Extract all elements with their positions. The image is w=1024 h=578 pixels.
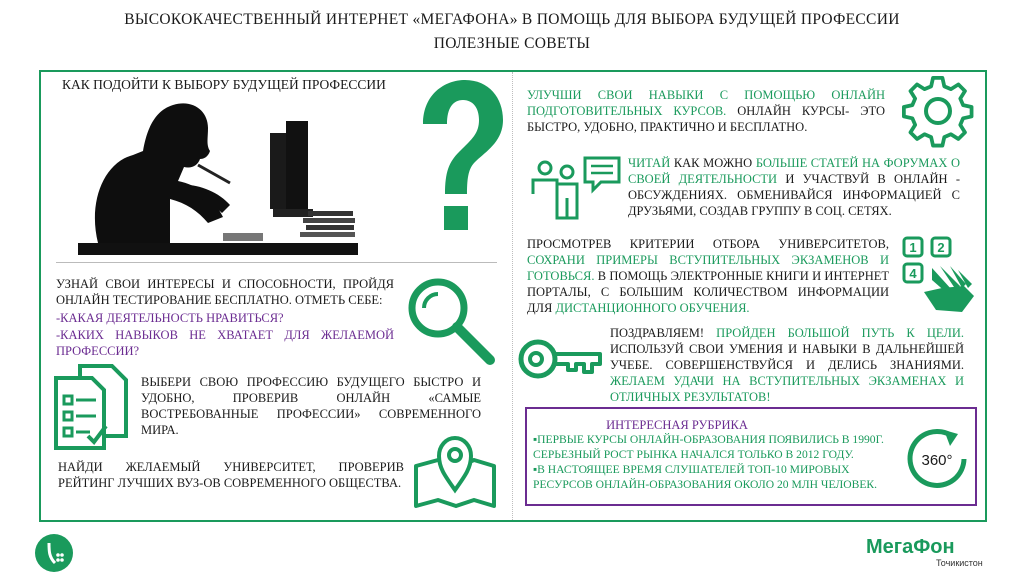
congrats-text — [610, 325, 964, 405]
read-body-2: И УЧАСТВУЙ В ОНЛАЙН - ОБСУЖДЕНИЯХ. ОБМЕНИВАЙСЯ ИНФОРМАЦИЕЙ С ДРУЗЬЯМИ, СОЗДАВ ГРУППУ В СОЦ. СЕТЯХ. — [628, 172, 960, 218]
column-divider — [512, 72, 513, 520]
tile-number-1: 1 — [909, 240, 917, 255]
congrats-body-1: ПОЗДРАВЛЯЕМ! — [610, 326, 717, 340]
interests-text: УЗНАЙ СВОИ ИНТЕРЕСЫ И СПОСОБНОСТИ, ПРОЙДЯ ОНЛАЙН ТЕСТИРОВАНИЕ БЕСПЛАТНО. ОТМЕТЬ СЕБЕ: — [56, 277, 394, 307]
tile-number-4: 4 — [909, 266, 917, 281]
criteria-text — [527, 236, 889, 316]
page-title: ВЫСОКОКАЧЕСТВЕННЫЙ ИНТЕРНЕТ «МЕГАФОНА» В ПОМОЩЬ ДЛЯ ВЫБОРА БУДУЩЕЙ ПРОФЕССИИ — [124, 11, 900, 28]
criteria-body-1: ПРОСМОТРЕВ КРИТЕРИИ ОТБОРА УНИВЕРСИТЕТОВ, — [527, 237, 889, 251]
documents-checklist-icon — [50, 362, 130, 452]
rubric-title: ИНТЕРЕСНАЯ РУБРИКА — [606, 418, 748, 432]
rotate-360-icon — [904, 426, 970, 492]
rubric-item-1-text: ПЕРВЫЕ КУРСЫ ОНЛАЙН-ОБРАЗОВАНИЯ ПОЯВИЛИСЬ В 1990Г. СЕРЬЕЗНЫЙ РОСТ РЫНКА НАЧАЛСЯ ТОЛЬКО В 2012 ГОДУ. — [533, 433, 884, 461]
read-body-1: КАК МОЖНО — [670, 156, 756, 170]
rotate-360-label: 360° — [921, 452, 953, 469]
congrats-body-2: ИСПОЛЬЗУЙ СВОИ УМЕНИЯ И НАВЫКИ В ДАЛЬНЕЙШЕЙ УЧЕБЕ. СОВЕРШЕНСТВУЙСЯ И ДЕЛИСЬ ЗНАНИЯМИ. — [610, 342, 964, 372]
map-pin-icon — [412, 432, 498, 510]
read-highlight-1: ЧИТАЙ — [628, 156, 671, 170]
discussion-icon — [531, 154, 621, 224]
read-text — [628, 155, 960, 219]
criteria-body-2: В ПОМОЩЬ ЭЛЕКТРОННЫЕ КНИГИ И ИНТЕРНЕТ ПОРТАЛЫ, С БОЛЬШИМ КОЛИЧЕСТВОМ ИНФОРМАЦИИ ДЛЯ — [527, 269, 889, 315]
read-highlight-2: БОЛЬШЕ СТАТЕЙ НА ФОРУМАХ О СВОЕЙ ДЕЯТЕЛЬНОСТИ — [628, 156, 960, 186]
megafon-logo-icon — [34, 533, 74, 573]
gear-icon — [902, 76, 974, 148]
brand-name: МегаФон — [866, 536, 955, 558]
skills-text — [527, 87, 885, 135]
congrats-highlight-1: ПРОЙДЕН БОЛЬШОЙ ПУТЬ К ЦЕЛИ. — [716, 326, 964, 340]
student-silhouette-icon — [58, 93, 358, 256]
rubric-item-1: ▪ПЕРВЫЕ КУРСЫ ОНЛАЙН-ОБРАЗОВАНИЯ ПОЯВИЛИСЬ В 1990Г. СЕРЬЕЗНЫЙ РОСТ РЫНКА НАЧАЛСЯ ТОЛЬКО В 2012 ГОДУ. — [533, 433, 884, 461]
page-subtitle: ПОЛЕЗНЫЕ СОВЕТЫ — [433, 35, 591, 52]
skills-highlight: УЛУЧШИ СВОИ НАВЫКИ С ПОМОЩЬЮ ОНЛАЙН ПОДГОТОВИТЕЛЬНЫХ КУРСОВ. — [527, 88, 885, 118]
find-university-text: НАЙДИ ЖЕЛАЕМЫЙ УНИВЕРСИТЕТ, ПРОВЕРИВ РЕЙТИНГ ЛУЧШИХ ВУЗ-ОВ СОВРЕМЕННОГО ОБЩЕСТВА. — [58, 460, 404, 490]
section-divider — [56, 262, 497, 263]
left-heading: КАК ПОДОЙТИ К ВЫБОРУ БУДУЩЕЙ ПРОФЕССИИ — [62, 77, 386, 92]
choose-profession-text: ВЫБЕРИ СВОЮ ПРОФЕССИЮ БУДУЩЕГО БЫСТРО И УДОБНО, ПРОВЕРИВ ОНЛАЙН «САМЫЕ ВОСТРЕБОВАННЫЕ ПРОФЕССИИ» СОВРЕМЕННОГО МИРА. — [141, 375, 481, 437]
interests-question-1: -КАКАЯ ДЕЯТЕЛЬНОСТЬ НРАВИТЬСЯ? — [56, 311, 284, 325]
skills-body: ОНЛАЙН КУРСЫ- ЭТО БЫСТРО, УДОБНО, ПРАКТИЧНО И БЕСПЛАТНО. — [527, 104, 885, 134]
congrats-highlight-2: ЖЕЛАЕМ УДАЧИ НА ВСТУПИТЕЛЬНЫХ ЭКЗАМЕНАХ И ОТЛИЧНЫХ РЕЗУЛЬТАТОВ! — [610, 374, 964, 404]
criteria-highlight-1: СОХРАНИ ПРИМЕРЫ ВСТУПИТЕЛЬНЫХ ЭКЗАМЕНОВ И ГОТОВЬСЯ. — [527, 253, 889, 283]
brand-subtitle: Точикистон — [936, 558, 983, 568]
numbered-tiles-hand-icon — [902, 236, 980, 316]
interests-question-2: -КАКИХ НАВЫКОВ НЕ ХВАТАЕТ ДЛЯ ЖЕЛАЕМОЙ ПРОФЕССИИ? — [56, 328, 394, 358]
key-icon — [516, 334, 604, 384]
question-mark-icon — [415, 76, 505, 256]
magnifier-icon — [402, 272, 498, 368]
rubric-item-2-text: В НАСТОЯЩЕЕ ВРЕМЯ СЛУШАТЕЛЕЙ ТОП-10 МИРОВЫХ РЕСУРСОВ ОНЛАЙН-ОБРАЗОВАНИЯ ОКОЛО 20 МЛН ЧЕЛОВЕК. — [533, 463, 878, 491]
tile-number-2: 2 — [937, 240, 945, 255]
criteria-highlight-2: ДИСТАНЦИОННОГО ОБУЧЕНИЯ. — [555, 301, 750, 315]
rubric-item-2: ▪В НАСТОЯЩЕЕ ВРЕМЯ СЛУШАТЕЛЕЙ ТОП-10 МИРОВЫХ РЕСУРСОВ ОНЛАЙН-ОБРАЗОВАНИЯ ОКОЛО 20 МЛН ЧЕЛОВЕК. — [533, 463, 878, 491]
